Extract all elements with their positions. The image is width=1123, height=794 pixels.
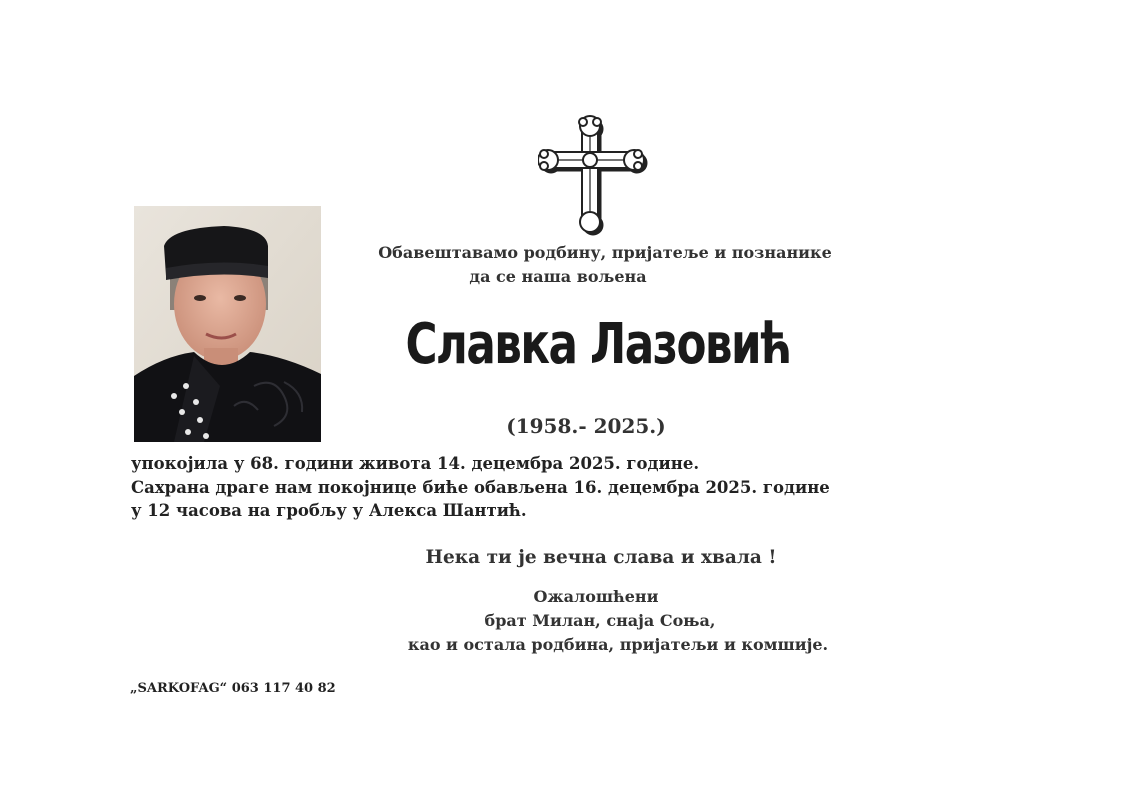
portrait-photo xyxy=(134,206,321,442)
mourners-heading: Ожалошћени xyxy=(533,587,659,606)
mourners-others: као и остала родбина, пријатељи и комшије. xyxy=(407,635,829,654)
life-years: (1958.- 2025.) xyxy=(506,414,666,438)
intro-line-1: Обавештавамо родбину, пријатеље и познанике xyxy=(378,243,832,262)
orthodox-cross-icon xyxy=(538,114,648,236)
mourners-family: брат Милан, снаја Соња, xyxy=(484,611,716,630)
detail-line-1: упокојила у 68. години живота 14. децембра 2025. године. xyxy=(131,454,700,473)
blessing-text: Нека ти је вечна слава и хвала ! xyxy=(425,547,777,568)
detail-line-2: Сахрана драге нам покојнице биће обављена 16. децембра 2025. године xyxy=(131,478,830,497)
detail-line-3: у 12 часова на гробљу у Алекса Шантић. xyxy=(131,501,527,520)
intro-line-2: да се наша вољена xyxy=(469,267,647,286)
deceased-name: Славка Лазовић xyxy=(405,312,791,377)
funeral-home-contact: „SARKOFAG“ 063 117 40 82 xyxy=(130,681,336,696)
